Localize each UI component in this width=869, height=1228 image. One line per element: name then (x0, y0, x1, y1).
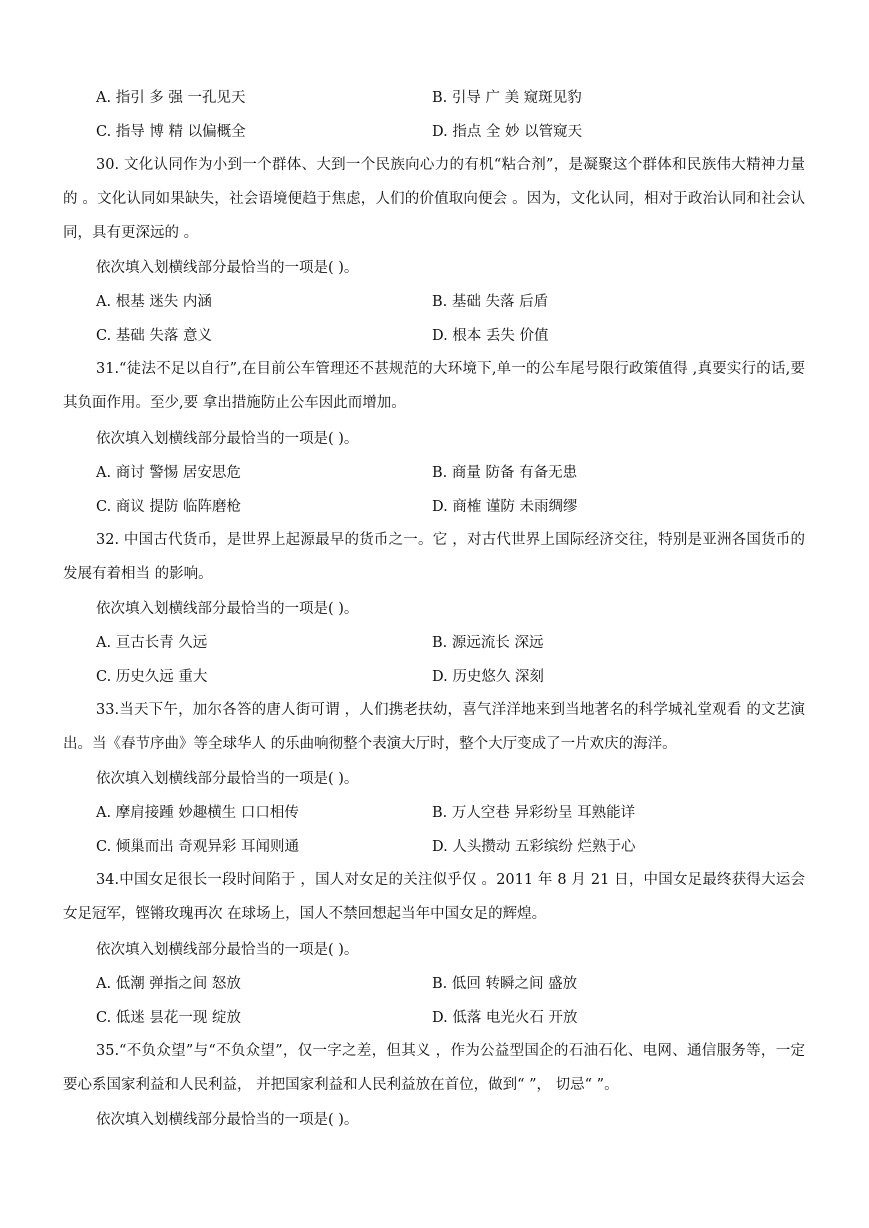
q33-option-d: D. 人头攒动 五彩缤纷 烂熟于心 (432, 839, 636, 855)
q31-option-c: C. 商议 提防 临阵磨枪 (96, 499, 242, 515)
q30-options-row-1 (96, 290, 816, 312)
q30-text: 30. 文化认同作为小到一个群体、大到一个民族向心力的有机“粘合剂”，是凝聚这个群体和民族伟大精神力量的 。文化认同如果缺失，社会语境便趋于焦虑，人们的价值取向便会 。因为，文化认同，相对于政治认同和社会认同，具有更深远的 。 (63, 157, 805, 241)
q33-text: 33.当天下午，加尔各答的唐人街可谓 ，人们携老扶幼，喜气洋洋地来到当地著名的科学城礼堂观看 的文艺演出。当《春节序曲》等全球华人 的乐曲响彻整个表演大厅时，整个大厅变成了一片欢庆的海洋。 (63, 702, 805, 752)
q31-options-row-1 (96, 461, 816, 483)
q35-text: 35.“不负众望”与“不负众望”，仅一字之差，但其义 ，作为公益型国企的石油石化、电网、通信服务等，一定要心系国家利益和人民利益， 并把国家利益和人民利益放在首位，做到“ ”， 切忌“ ”。 (63, 1043, 805, 1093)
q32-option-d: D. 历史悠久 深刻 (432, 669, 544, 685)
q32-text: 32. 中国古代货币，是世界上起源最早的货币之一。它 ，对古代世界上国际经济交往，特别是亚洲各国货币的发展有着相当 的影响。 (63, 532, 805, 582)
q34-text: 34.中国女足很长一段时间陷于 ，国人对女足的关注似乎仅 。2011 年 8 月 21 日，中国女足最终获得大运会女足冠军，铿锵玫瑰再次 在球场上，国人不禁回想起当年中国女足的辉煌。 (63, 872, 805, 922)
q30-option-d: D. 根本 丢失 价值 (432, 328, 549, 344)
q34-option-d: D. 低落 电光火石 开放 (432, 1010, 578, 1026)
q30-option-c: C. 基础 失落 意义 (96, 328, 213, 344)
q31-instruction: 依次填入划横线部分最恰当的一项是( )。 (96, 431, 359, 447)
q31-text: 31.“徒法不足以自行”,在目前公车管理还不甚规范的大环境下,单一的公车尾号限行政策值得 ,真要实行的话,要 其负面作用。至少,要 拿出措施防止公车因此而增加。 (63, 361, 805, 411)
q32-option-a: A. 亘古长青 久远 (96, 635, 208, 651)
q34-options-row-2 (96, 1006, 816, 1028)
q30-option-b: B. 基础 失落 后盾 (432, 294, 549, 310)
q33-options-row-2 (96, 835, 816, 857)
q34-instruction: 依次填入划横线部分最恰当的一项是( )。 (96, 942, 359, 958)
q32-option-b: B. 源远流长 深远 (432, 635, 544, 651)
q31-options-row-2 (96, 495, 816, 517)
q29-option-a: A. 指引 多 强 一孔见天 (96, 90, 246, 106)
q29-option-d: D. 指点 全 妙 以管窥天 (432, 124, 583, 140)
q35-instruction: 依次填入划横线部分最恰当的一项是( )。 (96, 1112, 359, 1128)
q33-option-a: A. 摩肩接踵 妙趣横生 口口相传 (96, 805, 299, 821)
q32-instruction: 依次填入划横线部分最恰当的一项是( )。 (96, 601, 359, 617)
q29-option-b: B. 引导 广 美 窥斑见豹 (432, 90, 582, 106)
q30-instruction: 依次填入划横线部分最恰当的一项是( )。 (96, 260, 359, 276)
q33-instruction: 依次填入划横线部分最恰当的一项是( )。 (96, 771, 359, 787)
q34-option-a: A. 低潮 弹指之间 怒放 (96, 976, 241, 992)
q30-options-row-2 (96, 324, 816, 346)
q34-option-b: B. 低回 转瞬之间 盛放 (432, 976, 578, 992)
q29-options-row-1 (96, 86, 816, 108)
q33-option-b: B. 万人空巷 异彩纷呈 耳熟能详 (432, 805, 636, 821)
q33-options-row-1 (96, 801, 816, 823)
q31-option-d: D. 商榷 谨防 未雨绸缪 (432, 499, 578, 515)
q32-options-row-1 (96, 631, 816, 653)
q31-option-a: A. 商讨 警惕 居安思危 (96, 465, 241, 481)
q34-options-row-1 (96, 972, 816, 994)
q32-options-row-2 (96, 665, 816, 687)
q33-option-c: C. 倾巢而出 奇观异彩 耳闻则通 (96, 839, 300, 855)
q29-option-c: C. 指导 博 精 以偏概全 (96, 124, 246, 140)
q32-option-c: C. 历史久远 重大 (96, 669, 208, 685)
q30-option-a: A. 根基 迷失 内涵 (96, 294, 212, 310)
q29-options-row-2 (96, 120, 816, 142)
q31-option-b: B. 商量 防备 有备无患 (432, 465, 578, 481)
q34-option-c: C. 低迷 昙花一现 绽放 (96, 1010, 242, 1026)
